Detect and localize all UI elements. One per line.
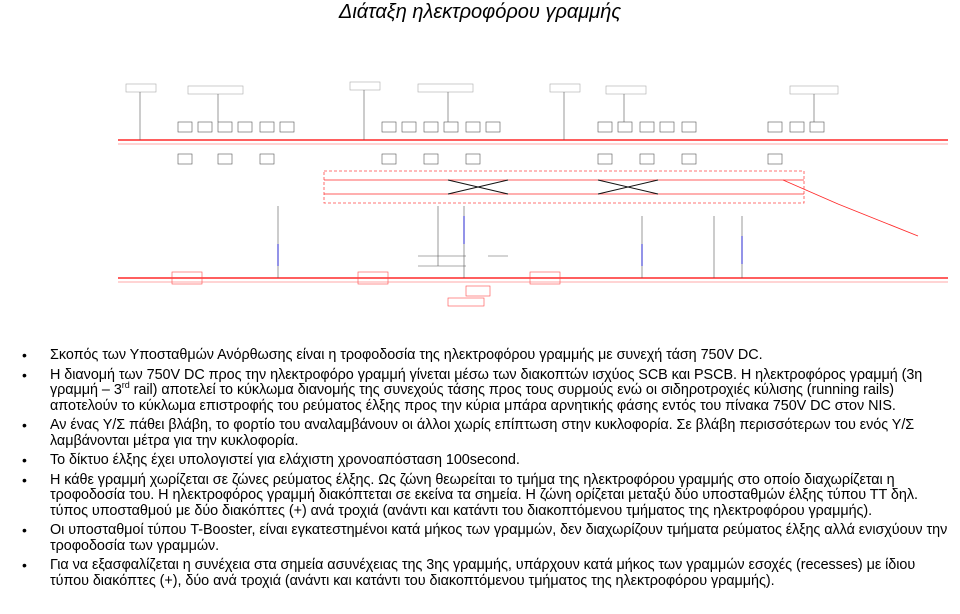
feeder-boxes [126, 82, 838, 94]
bullet-text: Η διανομή των 750V DC προς την ηλεκτροφόρο γραμμή γίνεται μέσω των διακοπτών ισχύος SCB και PSCB. Η ηλεκτροφόρος γραμμή (3η γραμμή – 3 [50, 366, 923, 398]
bullet-item [0, 558, 960, 589]
feeder-drops [140, 90, 814, 278]
bullet-glyph: • [22, 522, 27, 538]
bullet-item [0, 473, 960, 520]
bullet-text: Οι υποσταθμοί τύπου T-Booster, είναι εγκατεστημένοι κατά μήκος των γραμμών, δεν διαχωρίζουν τμήματα ρεύματος έλξης αλλά ενισχύουν την τροφοδοσία των γραμμών. [50, 522, 948, 554]
feeder-blue-lines [278, 216, 742, 266]
bullet-item [0, 418, 960, 449]
bullet-glyph: • [22, 417, 27, 433]
section-boxes [172, 272, 560, 306]
bullet-glyph: • [22, 366, 27, 383]
running-tracks [118, 140, 948, 282]
bullet-text: rail) αποτελεί το κύκλωμα διανομής της συνεχούς τάσης προς τους συρμούς ενώ οι σιδηροτροχιές κύλισης (running rails) αποτελούν το κύκλωμα επιστροφής του ρεύματος έλξης προς την κύρια μπάρα αρνητικής φάσης εντός του πίνακα 750V DC στον NIS. [50, 382, 896, 414]
bullet-text: Το δίκτυο έλξης έχει υπολογιστεί για ελάχιστη χρονοαπόσταση 100second. [50, 452, 520, 468]
bullet-glyph: • [22, 452, 27, 468]
slide-title: Διάταξη ηλεκτροφόρου γραμμής [338, 1, 622, 23]
bullet-item [0, 348, 960, 364]
crossover-block [324, 171, 918, 236]
bullet-text: Για να εξασφαλίζεται η συνέχεια στα σημεία ασυνέχειας της 3ης γραμμής, υπάρχουν κατά μήκος των γραμμών εσοχές (recesses) με ίδιου τύπου διακόπτες (+), δύο ανά τροχιά (ανάντι και κατάντι του διακοπτόμενου τμήματος της ηλεκτροφόρου γραμμής). [50, 557, 916, 589]
bullet-list [0, 348, 960, 593]
bullet-item [0, 523, 960, 554]
bullet-glyph: • [22, 557, 27, 573]
nis-bus [418, 256, 508, 266]
bullet-item [0, 368, 960, 415]
bullet-text: Αν ένας Υ/Σ πάθει βλάβη, το φορτίο του αναλαμβάνουν οι άλλοι χωρίς επίπτωση στην κυκλοφορία. Σε βλάβη περισσότερων του ενός Υ/Σ λαμβάνονται μέτρα για την κυκλοφορία. [50, 417, 915, 449]
bullet-superscript: rd [121, 380, 130, 391]
bullet-text: Η κάθε γραμμή χωρίζεται σε ζώνες ρεύματος έλξης. Ως ζώνη θεωρείται το τμήμα της ηλεκτροφόρου γραμμής στο οποίο διαχωρίζεται η τροφοδοσία του. Η ηλεκτροφόρος γραμμή διακόπτεται σε εκείνα τα σημεία. Η ζώνη ορίζεται μεταξύ δύο υποσταθμών έλξης τύπου ΤΤ δηλ. τύπος υποσταθμού με δύο διακόπτες (+) ανά τροχιά (ανάντι και κατάντι του διακοπτόμενου τμήματος της ηλεκτροφόρου γραμμής). [50, 471, 918, 519]
bullet-glyph: • [22, 347, 27, 363]
equipment-cells-upper [178, 122, 824, 164]
bullet-item [0, 453, 960, 469]
third-rail-layout-schematic [118, 76, 948, 310]
bullet-text: Σκοπός των Υποσταθμών Ανόρθωσης είναι η τροφοδοσία της ηλεκτροφόρου γραμμής με συνεχή τάση 750V DC. [50, 347, 763, 363]
bullet-glyph: • [22, 471, 27, 488]
